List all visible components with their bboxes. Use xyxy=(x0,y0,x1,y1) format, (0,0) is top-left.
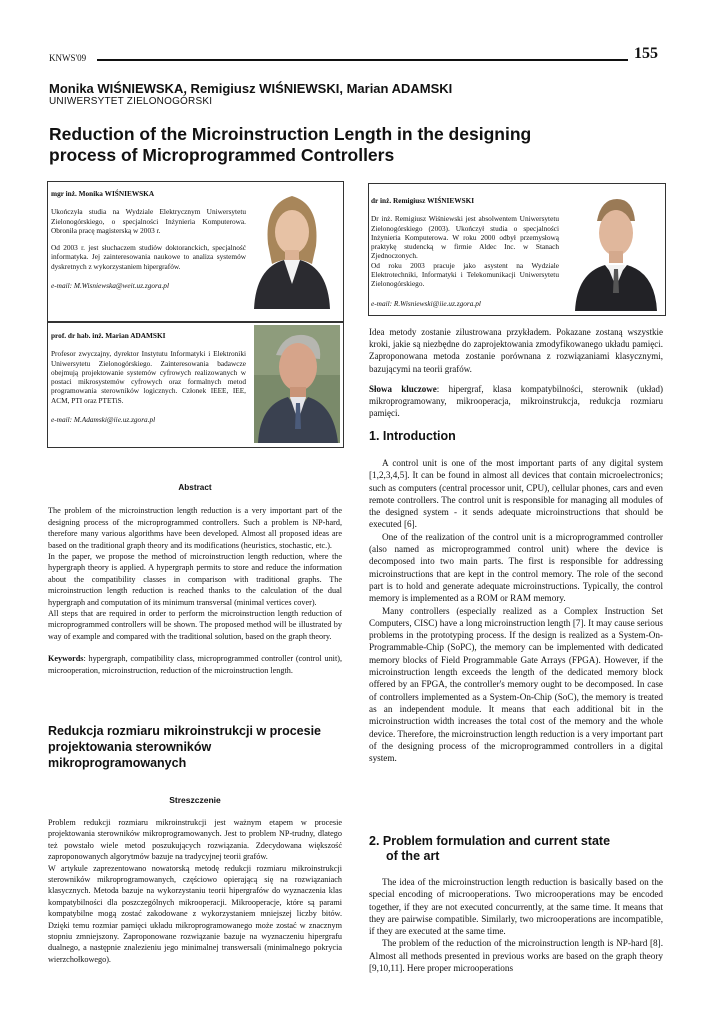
polish-section xyxy=(48,723,342,965)
bio-marian xyxy=(51,331,246,424)
keywords-label: Keywords xyxy=(48,654,84,664)
section-1-heading: 1. Introduction xyxy=(369,429,456,443)
bio-email: e-mail: R.Wisniewski@iie.uz.zgora.pl xyxy=(371,298,481,308)
streszczenie-p2: W artykule zaprezentowano nowatorską metodę redukcji rozmiaru mikroinstrukcji sterowników mikroprogramowanych, częściowo opierającą się na rozwiązaniach klasycznych. Metoda bazuje na wykorzystaniu teorii hipergrafów do wyznaczenia klas kompatybilności dla poszczególnych mikrooperacji. Mikrooperacje, które są parami kompatybilne mogą zostać zakodowane z wykorzystaniem mniejszej liczby bitów. Dzięki temu rozmiar pamięci układu mikroprogramowanego może zostać w znacznym stopniu zmniejszony. Zaproponowane rozwiązanie bazuje na wyznaczeniu hipergrafu dualnego, a następnie znalezieniu jego minimalnej transwersali (minimalnego pokrycia wierzchołkowego). xyxy=(48,863,342,964)
abstract-p2: In the paper, we propose the method of microinstruction length reduction, where the hypergraph theory is applied. A hypergraph permits to store and reduce the information about the compatibility classes in comparison with traditional graphs. The microinstruction length reduction is reached thanks to the calculation of the dual hypergraph and computation of its minimum transversal (minimal vertices cover). xyxy=(48,552,342,607)
bio-remigiusz xyxy=(371,196,559,308)
bio-name: prof. dr hab. inż. Marian ADAMSKI xyxy=(51,331,166,340)
section-2-body xyxy=(369,876,663,974)
polish-continuation xyxy=(369,326,663,419)
bio-monika xyxy=(51,189,246,290)
journal-name: KNWS'09 xyxy=(49,53,87,63)
section-introduction xyxy=(369,429,663,764)
section-problem-formulation xyxy=(369,834,663,974)
author-photo-monika xyxy=(246,184,338,309)
bio-text: Od roku 2003 pracuje jako asystent na Wydziale Elektrotechniki, Informatyki i Telekomunikacji Uniwersytetu Zielonogórskiego. xyxy=(371,260,559,289)
keywords-text: : hipergraf, klasa kompatybilności, sterownik (układ) mikroprogramowany, mikrooperacja, mikroinstrukcja, redukcja rozmiaru pamięci. xyxy=(369,383,664,419)
section-2-p2: The problem of the reduction of the microinstruction length is NP-hard [8]. Almost all methods presented in previous works are based on the graph theory [9,10,11]. Here proper microoperations xyxy=(369,938,663,974)
header-rule xyxy=(97,59,628,61)
bio-box-monika xyxy=(47,181,344,323)
bio-text: Profesor zwyczajny, dyrektor Instytutu Informatyki i Elektroniki Uniwersytetu Zielonogórskiego. Zainteresowania badawcze obejmują projektowanie systemów cyfrowych realizowanych w postaci mikrosystemów cyfrowych oraz formalnych metod programowania sterowników logicznych. Członek IEEE, IEE, ACM, PTI oraz PTETiS. xyxy=(51,349,246,405)
keywords-label: Słowa kluczowe xyxy=(369,383,437,394)
bio-text: Dr inż. Remigiusz Wiśniewski jest absolwentem Uniwersytetu Zielonogórskiego (2003). Ukończył studia o specjalności Inżynieria Komputerowa. W roku 2000 odbył przemysłową praktykę studencką w firmie Aldec Inc. w Stanach Zjednoczonych. xyxy=(371,214,559,261)
author-photo-remigiusz xyxy=(569,189,661,311)
page-number: 155 xyxy=(634,45,658,62)
polish-keywords xyxy=(369,383,663,420)
section-2-p1: The idea of the microinstruction length reduction is basically based on the special encoding of microoperations. Two microoperations may be encoded together, if they are not executed concurrently, at the same time. It means that they are pairwise compatible. Similarly, two microoperations are incompatible, if they are executed at the same time. xyxy=(369,877,663,937)
bio-email: e-mail: M.Wisniewska@weit.uz.zgora.pl xyxy=(51,281,169,291)
polish-title: Redukcja rozmiaru mikroinstrukcji w procesie projektowania sterowników mikroprogramowanych xyxy=(48,724,322,770)
abstract-p3: All steps that are required in order to perform the microinstruction length reduction of microprogrammed controllers will be shown. The proposed method will be illustrated by way of example and compared with the traditional solution, based on the graph theory. xyxy=(48,609,342,641)
introduction-body xyxy=(369,457,663,764)
bio-name: dr inż. Remigiusz WIŚNIEWSKI xyxy=(371,196,475,205)
section-2-heading-line-1: 2. Problem formulation and current state xyxy=(369,834,611,848)
bio-box-remigiusz xyxy=(368,183,666,316)
bio-email: e-mail: M.Adamski@iie.uz.zgora.pl xyxy=(51,415,156,425)
bio-text: Od 2003 r. jest słuchaczem studiów doktoranckich, specjalność informatyka. Jej zainteresowania naukowe to analiza systemów dyskretnych z wykorzystaniem hipergrafów. xyxy=(51,243,246,271)
bio-text: Ukończyła studia na Wydziale Elektrycznym Uniwersytetu Zielonogórskiego, o specjalności Inżynieria Komputerowa. Obroniła pracę magisterską w 2003 r. xyxy=(51,207,246,235)
affiliation: UNIWERSYTET ZIELONOGÓRSKI xyxy=(49,96,213,107)
bio-box-marian xyxy=(47,321,344,448)
streszczenie-heading: Streszczenie xyxy=(169,795,221,805)
abstract-heading: Abstract xyxy=(178,483,212,492)
streszczenie-p1: Problem redukcji rozmiaru mikroinstrukcji jest ważnym etapem w procesie projektowania sterowników mikroprogramowanych. Jest to problem NP-trudny, dlatego też powstało wiele metod poszukujących rozwiązania. Zdecydowana większość zaproponowanych algorytmów bazuje na tradycyjnej teorii grafów. xyxy=(48,818,342,862)
abstract-section xyxy=(48,482,342,676)
intro-p3: Many controllers (especially realized as a Complex Instruction Set Computers, CISC) have a long microinstruction length [7]. It may cause serious problems in the prototyping process. If the design is realized as a System-On-Programmable-Chip (SoPC), the memory can be implemented with dedicated memory blocks of Field Programmable Gate Arrays (FPGA). However, if the microinstruction length exceeds the length of the dedicated memory block offered by an FPGA, the controller's memory ought to be decomposed. In case of controllers implemented as a System-On-Chip (SoC), the memory is treated as an independent module. It means that each additional bit in the microinstruction width increases the total cost of the memory and the whole device. Therefore, the microinstruction length reduction is a very important part of the designing process of the microprogrammed controllers in a digital system. xyxy=(369,605,663,764)
intro-p2: One of the realization of the control unit is a microprogrammed controller (also named as microprogrammed control unit) where the device is decomposed into two main parts. The first is responsible for addressing microinstructions that are kept in the control memory. The role of the second part is to hold and generate adequate microinstructions. Typically, the control memory is implemented as a ROM or RAM memory. xyxy=(369,531,663,604)
paper-title xyxy=(49,124,609,166)
authors: Monika WIŚNIEWSKA, Remigiusz WIŚNIEWSKI, Marian ADAMSKI xyxy=(49,81,453,96)
section-2-heading-line-2: of the art xyxy=(386,849,440,863)
keywords-text: : hypergraph, compatibility class, microprogrammed controller (control unit), microoperation, microinstruction, reduction of the microinstruction length. xyxy=(48,654,342,675)
intro-p1: A control unit is one of the most important parts of any digital system [1,2,3,4,5]. It can be found in almost all devices that contain microelectronics; such as computers (central processor unit, CPU), cellular phones, cars and even remote controllers. The control unit is responsible for managing all modules of the designed system - it sends adequate microinstructions that should be executed [6]. xyxy=(369,458,663,530)
abstract-p1: The problem of the microinstruction length reduction is a very important part of the designing process of the microprogrammed controllers. Such a problem is NP-hard, therefore many various algorithms have been developed. Almost all proposed ideas are based on the traditional graph theory and its modifications (heuristics, stochastic, etc.). xyxy=(48,506,342,550)
streszczenie-p3: Idea metody zostanie zilustrowana przykładem. Pokazane zostaną wszystkie kroki, jakie są niezbędne do zaprojektowania zmodyfikowanego układu pamięci. Zaproponowana metoda zostanie porównana z rozwiązaniami klasycznymi, bazującymi na teorii grafów. xyxy=(369,327,663,374)
author-photo-marian xyxy=(254,325,340,443)
streszczenie-body xyxy=(48,817,342,965)
title-line-2: process of Microprogrammed Controllers xyxy=(49,145,395,165)
section-2-heading xyxy=(369,834,663,864)
title-line-1: Reduction of the Microinstruction Length in the designing xyxy=(49,124,532,144)
abstract-keywords xyxy=(48,653,342,676)
bio-name: mgr inż. Monika WIŚNIEWSKA xyxy=(51,189,155,198)
